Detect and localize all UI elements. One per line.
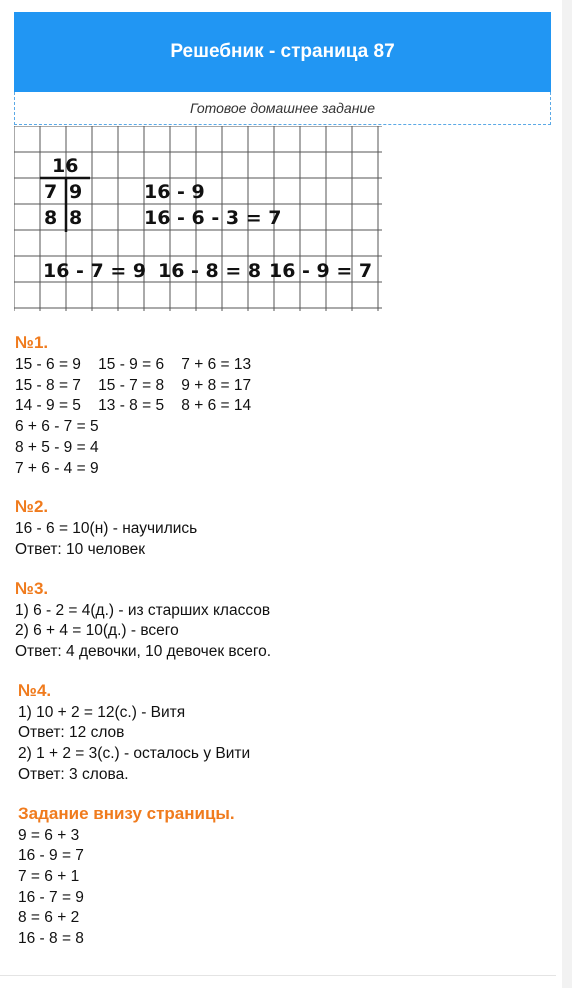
- page-header: [14, 12, 551, 92]
- notebook-grid-image: [14, 126, 382, 311]
- grid-equation-3: 16 - 9 = 7: [269, 260, 373, 282]
- section-4: [15, 681, 555, 786]
- handwritten-grid: [14, 126, 382, 311]
- section-1: [15, 333, 555, 479]
- section-title: №2.: [15, 497, 49, 517]
- page-divider: [0, 975, 556, 976]
- grid-equation-1: 16 - 7 = 9: [43, 260, 147, 282]
- solution-line: Ответ: 4 девочки, 10 девочек всего.: [15, 643, 272, 661]
- solution-line: 2) 6 + 4 = 10(д.) - всего: [15, 622, 179, 640]
- solution-line: 16 - 9 = 7: [18, 847, 84, 865]
- page-subheader: [14, 92, 551, 125]
- section-3: [15, 579, 555, 663]
- solution-line: 8 + 5 - 9 = 4: [15, 438, 99, 456]
- solution-line: 1) 6 - 2 = 4(д.) - из старших классов: [15, 601, 271, 619]
- solution-line: 7 = 6 + 1: [18, 867, 80, 885]
- grid-row2-expression: 16 - 6 - 3 = 7: [144, 207, 282, 229]
- solution-line: 16 - 6 = 10(н) - научились: [15, 520, 198, 538]
- section-2: [15, 497, 555, 560]
- grid-row1-left: 7: [44, 181, 58, 203]
- solution-line: 2) 1 + 2 = 3(с.) - осталось у Вити: [18, 745, 251, 763]
- page-title: Решебник - страница 87: [170, 41, 395, 62]
- grid-row2-left: 8: [44, 207, 58, 229]
- solution-line: 7 + 6 - 4 = 9: [15, 459, 99, 477]
- solution-line: 16 - 8 = 8: [18, 930, 84, 948]
- section-title: Задание внизу страницы.: [18, 803, 235, 823]
- grid-top-number: 16: [52, 155, 79, 177]
- grid-row1-right: 9: [69, 181, 83, 203]
- grid-row1-expression: 16 - 9: [144, 181, 205, 203]
- solution-line: 14 - 9 = 5 13 - 8 = 5 8 + 6 = 14: [15, 397, 252, 415]
- solution-line: 1) 10 + 2 = 12(с.) - Витя: [18, 703, 186, 721]
- solution-line: 8 = 6 + 2: [18, 909, 80, 927]
- solution-line: Ответ: 10 человек: [15, 540, 146, 558]
- section-title: №1.: [15, 333, 49, 352]
- solution-line: 16 - 7 = 9: [18, 888, 84, 906]
- section-title: №4.: [18, 680, 52, 700]
- solution-line: Ответ: 3 слова.: [18, 765, 129, 783]
- solution-line: 15 - 8 = 7 15 - 7 = 8 9 + 8 = 17: [15, 376, 252, 394]
- section-bottom-task: [15, 804, 555, 950]
- solutions-content: [15, 333, 555, 968]
- section-title: №3.: [15, 578, 49, 598]
- solution-line: 9 = 6 + 3: [18, 826, 80, 844]
- solution-line: 15 - 6 = 9 15 - 9 = 6 7 + 6 = 13: [15, 356, 252, 373]
- solution-line: 6 + 6 - 7 = 5: [15, 418, 99, 436]
- scrollbar[interactable]: [562, 0, 572, 988]
- grid-row2-right: 8: [69, 207, 83, 229]
- grid-equation-2: 16 - 8 = 8: [158, 260, 262, 282]
- solution-line: Ответ: 12 слов: [18, 724, 125, 742]
- page-subtitle: Готовое домашнее задание: [189, 100, 375, 116]
